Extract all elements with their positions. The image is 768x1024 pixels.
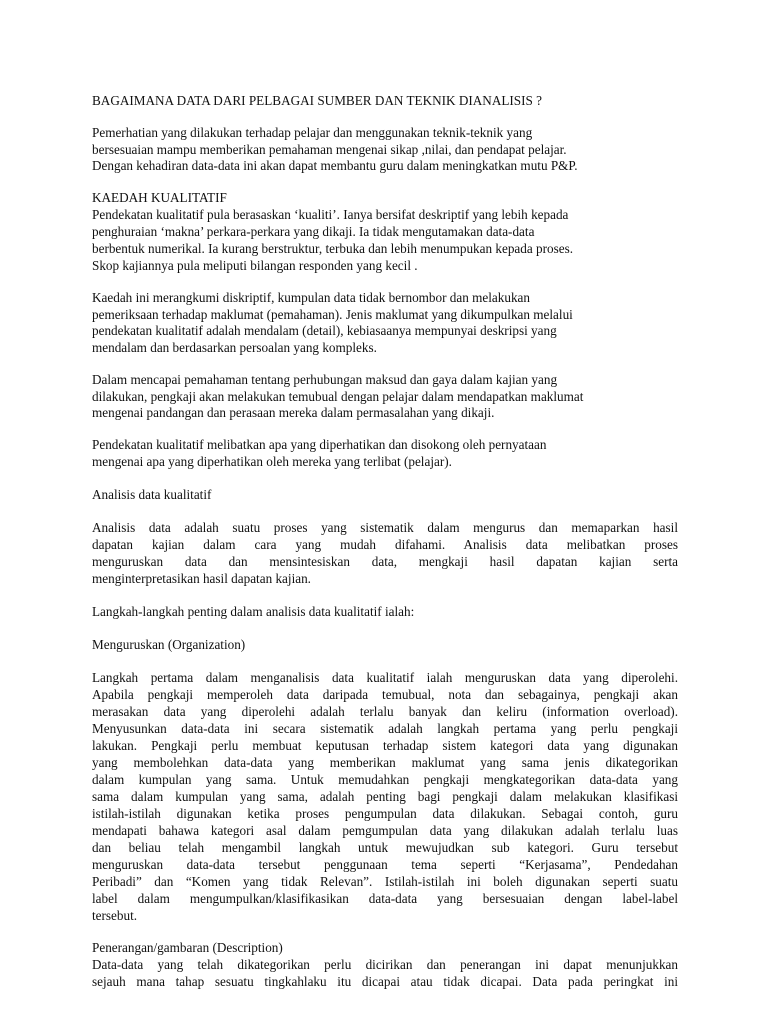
paragraph-line: menguruskan data dan mensintesiskan data, mengkaji hasil dapatan kajian serta [92,554,678,569]
paragraph-line: sama dalam kumpulan yang sama, adalah penting bagi pengkaji dalam melakukan klasifikasi [92,789,678,804]
paragraph-line: menguruskan data-data tersebut penggunaan tema seperti “Kerjasama”, Pendedahan [92,857,678,872]
paragraph-line: yang membolehkan data-data yang memberikan maklumat yang sama jenis dikategorikan [92,755,678,770]
paragraph-line: Langkah pertama dalam menganalisis data kualitatif ialah menguruskan data yang diperolehi. [92,670,678,685]
paragraph-line: Menyusunkan data-data ini secara sistematik adalah langkah pertama yang perlu pengkaji [92,721,678,736]
paragraph-line: lakukan. Pengkaji perlu membuat keputusan terhadap sistem kategori data yang digunakan [92,738,678,753]
paragraph-line: Pemerhatian yang dilakukan terhadap pelajar dan menggunakan teknik-teknik yang [92,125,533,140]
paragraph-line: Kaedah ini merangkumi diskriptif, kumpulan data tidak bernombor dan melakukan [92,290,531,305]
paragraph-line: Dalam mencapai pemahaman tentang perhubungan maksud dan gaya dalam kajian yang [92,372,558,387]
paragraph-line: Peribadi” dan “Komen yang tidak Relevan”. Istilah-istilah ini boleh digunakan seperti suatu [92,874,678,889]
paragraph-line: Pendekatan kualitatif pula berasaskan ‘kualiti’. Ianya bersifat deskriptif yang lebih kepada [92,207,569,222]
paragraph-line: Apabila pengkaji memperoleh data daripada temubual, nota dan sebagainya, pengkaji akan [92,687,678,702]
paragraph-line: bersesuaian mampu memberikan pemahaman mengenai sikap ,nilai, dan pendapat pelajar. [92,142,567,157]
paragraph-line: Skop kajiannya pula meliputi bilangan responden yang kecil . [92,258,418,273]
document-title: BAGAIMANA DATA DARI PELBAGAI SUMBER DAN TEKNIK DIANALISIS ? [92,93,543,108]
paragraph-line: istilah-istilah digunakan ketika proses pengumpulan data dilakukan. Sebagai contoh, guru [92,806,678,821]
paragraph-line: dan beliau telah mengambil langkah untuk mewujudkan sub kategori. Guru tersebut [92,840,678,855]
paragraph-line: tersebut. [92,908,138,923]
paragraph-line: dilakukan, pengkaji akan melakukan temubual dengan pelajar dalam mendapatkan maklumat [92,389,584,404]
paragraph-line: pendekatan kualitatif adalah mendalam (detail), kebiasaanya mempunyai deskripsi yang [92,323,557,338]
section-heading: Menguruskan (Organization) [92,637,246,652]
paragraph-line: Pendekatan kualitatif melibatkan apa yang diperhatikan dan disokong oleh pernyataan [92,437,547,452]
paragraph-line: sejauh mana tahap sesuatu tingkahlaku itu dicapai atau tidak dicapai. Data pada peringkat ini [92,974,678,989]
paragraph-line: dalam kumpulan yang sama. Untuk memudahkan pengkaji mengkategorikan data-data yang [92,772,678,787]
paragraph-line: mengenai apa yang diperhatikan oleh mereka yang terlibat (pelajar). [92,454,452,469]
section-heading: Analisis data kualitatif [92,487,212,502]
paragraph-line: dapatan kajian dalam cara yang mudah difahami. Analisis data melibatkan proses [92,537,678,552]
paragraph-line: merasakan data yang diperolehi adalah terlalu banyak dan keliru (information overload). [92,704,678,719]
paragraph-line: berbentuk numerikal. Ia kurang berstruktur, terbuka dan lebih menumpukan kepada proses. [92,241,574,256]
paragraph-line: pemeriksaan terhadap maklumat (pemahaman). Jenis maklumat yang dikumpulkan melalui [92,307,573,322]
paragraph-line: penghuraian ‘makna’ perkara-perkara yang dikaji. Ia tidak mengutamakan data-data [92,224,535,239]
paragraph-line: mengenai pandangan dan perasaan mereka dalam permasalahan yang dikaji. [92,405,495,420]
section-heading: Penerangan/gambaran (Description) [92,940,283,955]
section-heading: KAEDAH KUALITATIF [92,190,227,205]
paragraph-line: menginterpretasikan hasil dapatan kajian. [92,571,311,586]
paragraph-line: mendalam dan berdasarkan persoalan yang kompleks. [92,340,377,355]
paragraph-line: mendapati bahawa kategori asal dalam pemgumpulan data yang dilakukan adalah terlalu luas [92,823,678,838]
steps-intro: Langkah-langkah penting dalam analisis data kualitatif ialah: [92,604,415,619]
paragraph-line: Analisis data adalah suatu proses yang sistematik dalam mengurus dan memaparkan hasil [92,520,678,535]
paragraph-line: label dalam mengumpulkan/klasifikasikan data-data yang bersesuaian dengan label-label [92,891,678,906]
paragraph-line: Data-data yang telah dikategorikan perlu dicirikan dan penerangan ini dapat menunjukkan [92,957,678,972]
paragraph-line: Dengan kehadiran data-data ini akan dapat membantu guru dalam meningkatkan mutu P&P. [92,158,578,173]
